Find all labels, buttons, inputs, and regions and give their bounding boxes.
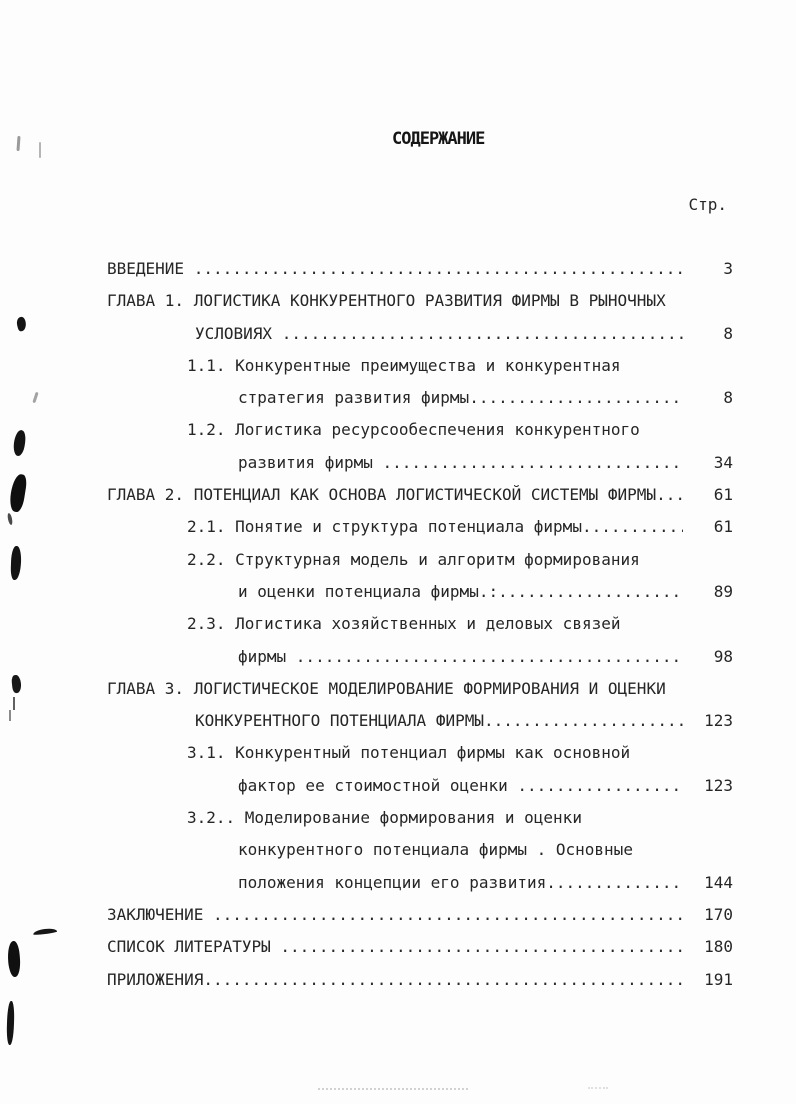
- toc-entry-text: 1.1. Конкурентные преимущества и конкурентная: [187, 355, 621, 375]
- ink-blob: [10, 546, 21, 580]
- toc-entry-text: 2.3. Логистика хозяйственных и деловых связей: [187, 614, 621, 634]
- toc-page-number: 180: [704, 937, 733, 957]
- toc-entry-text: УСЛОВИЯХ: [195, 323, 282, 343]
- toc-row-3-1-line1: [187, 737, 733, 769]
- scan-edge-line: [318, 1088, 468, 1090]
- toc-entry-text: развития фирмы: [238, 452, 383, 472]
- dot-leader: [498, 576, 683, 608]
- toc-row-2-1: [187, 511, 733, 543]
- toc-page-number: 89: [713, 581, 733, 601]
- toc-page-number: 98: [713, 646, 733, 666]
- toc-entry-text: 3.1. Конкурентный потенциал фирмы как основной: [187, 743, 631, 763]
- toc-row-1-2-line1: [187, 414, 733, 446]
- toc-entry-text: КОНКУРЕНТНОГО ПОТЕНЦИАЛА ФИРМЫ: [195, 711, 484, 731]
- toc-entry-text: фирмы: [238, 646, 296, 666]
- dot-leader: [666, 479, 683, 511]
- page-column-header: Стр.: [688, 195, 727, 214]
- toc-row-1-2-line2: [238, 447, 733, 479]
- toc-row-2-2-line1: [187, 544, 733, 576]
- toc-row-3-2-line1: [187, 802, 733, 834]
- dot-leader: [203, 964, 683, 996]
- toc-entry-text: СПИСОК ЛИТЕРАТУРЫ: [107, 937, 281, 957]
- ink-streak: [6, 1001, 15, 1045]
- toc-page-number: 61: [713, 485, 733, 505]
- toc-entry-text: ЗАКЛЮЧЕНИЕ: [107, 904, 213, 924]
- toc-page-number: 191: [704, 969, 733, 989]
- toc-page-number: 8: [723, 388, 733, 408]
- dot-leader: [383, 447, 684, 479]
- toc-row-glava3-line2: [195, 705, 733, 737]
- dot-leader: [296, 641, 683, 673]
- scan-edge-line: [588, 1087, 608, 1089]
- dot-leader: [194, 253, 683, 285]
- ink-blob: [8, 473, 28, 513]
- toc-row-glava3-line1: [107, 673, 733, 705]
- scan-speck: [39, 142, 41, 158]
- dot-leader: [484, 705, 683, 737]
- toc-row-glava2: [107, 479, 733, 511]
- toc-row-1-1-line2: [238, 382, 733, 414]
- toc-page-number: 61: [713, 517, 733, 537]
- dot-leader: [280, 931, 683, 963]
- toc-page-number: 3: [723, 259, 733, 278]
- dot-leader: [517, 770, 683, 802]
- toc-entry-text: стратегия развития фирмы.: [238, 388, 479, 408]
- toc-page-number: 123: [704, 711, 733, 731]
- toc-row-3-2-line2: [238, 834, 733, 866]
- toc-entry-text: 3.2.. Моделирование формирования и оценки: [187, 808, 582, 828]
- toc-entry-text: ВВЕДЕНИЕ: [107, 259, 194, 278]
- scan-speck: [9, 710, 11, 721]
- toc-row-3-2-line3: [238, 867, 733, 899]
- ink-blob: [15, 316, 27, 332]
- toc-entry-text: и оценки потенциала фирмы.:: [238, 581, 499, 601]
- toc-row-zaklyuchenie: [107, 899, 733, 931]
- toc-entry-text: ГЛАВА 2. ПОТЕНЦИАЛ КАК ОСНОВА ЛОГИСТИЧЕСКОЙ СИСТЕМЫ ФИРМЫ.: [107, 485, 666, 505]
- ink-blob: [7, 513, 13, 526]
- dot-leader: [213, 899, 683, 931]
- toc-entry-text: фактор ее стоимостной оценки: [238, 775, 518, 795]
- toc-entry-text: ПРИЛОЖЕНИЯ: [107, 969, 204, 989]
- ink-dash: [33, 928, 57, 936]
- toc-page-number: 34: [713, 452, 733, 472]
- toc-page-number: 123: [704, 775, 733, 795]
- dot-leader: [479, 382, 683, 414]
- scan-speck: [32, 392, 38, 403]
- dot-leader: [592, 511, 683, 543]
- toc-entry-text: положения концепции его развития.: [238, 872, 556, 892]
- toc-row-2-3-line1: [187, 608, 733, 640]
- page-title: СОДЕРЖАНИЕ: [392, 129, 485, 149]
- toc-row-prilozheniya: [107, 964, 733, 996]
- toc-entry-text: конкурентного потенциала фирмы . Основные: [238, 840, 633, 860]
- toc-entry-text: ГЛАВА 1. ЛОГИСТИКА КОНКУРЕНТНОГО РАЗВИТИЯ ФИРМЫ В РЫНОЧНЫХ: [107, 291, 666, 311]
- toc-row-vvedenie: [107, 253, 733, 285]
- toc-row-spisok-literatury: [107, 931, 733, 963]
- toc-row-glava1-line1: [107, 285, 733, 317]
- toc-row-2-3-line2: [238, 641, 733, 673]
- toc-page-number: 8: [723, 323, 733, 343]
- scan-speck: [16, 136, 20, 151]
- ink-blob: [12, 429, 26, 456]
- toc-page-number: 144: [704, 872, 733, 892]
- ink-blob: [6, 941, 21, 978]
- table-of-contents: [107, 253, 733, 996]
- toc-row-2-2-line2: [238, 576, 733, 608]
- toc-entry-text: 2.1. Понятие и структура потенциала фирмы.: [187, 517, 592, 537]
- toc-row-3-1-line2: [238, 770, 733, 802]
- toc-row-glava1-line2: [195, 318, 733, 350]
- toc-entry-text: ГЛАВА 3. ЛОГИСТИЧЕСКОЕ МОДЕЛИРОВАНИЕ ФОРМИРОВАНИЯ И ОЦЕНКИ: [107, 678, 666, 698]
- ink-blob: [11, 675, 22, 694]
- toc-page-number: 170: [704, 904, 733, 924]
- dot-leader: [556, 867, 683, 899]
- ink-blob: [13, 697, 15, 710]
- dot-leader: [282, 318, 683, 350]
- toc-entry-text: 2.2. Структурная модель и алгоритм формирования: [187, 549, 640, 569]
- toc-entry-text: 1.2. Логистика ресурсообеспечения конкурентного: [187, 420, 640, 440]
- toc-row-1-1-line1: [187, 350, 733, 382]
